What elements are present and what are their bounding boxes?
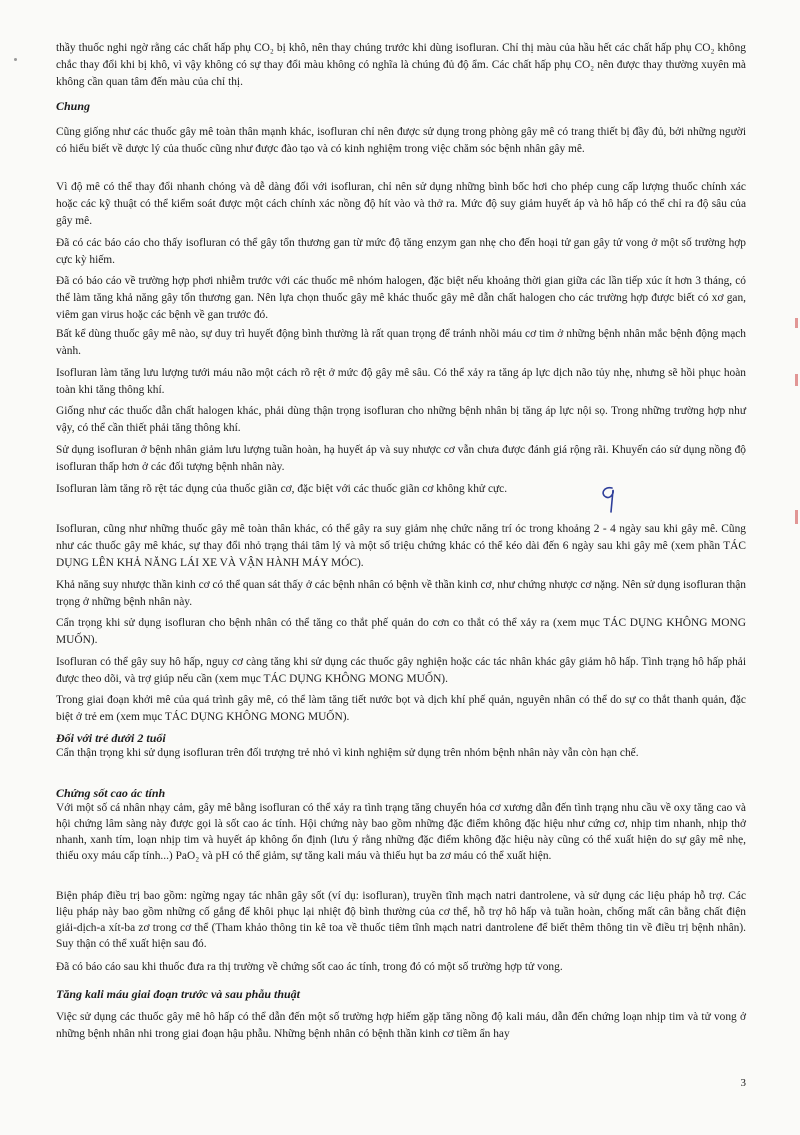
heading-malignant-hyperthermia: Chứng sốt cao ác tính	[56, 786, 166, 800]
paragraph-postmarketing: Đã có báo cáo sau khi thuốc đưa ra thị trường về chứng sốt cao ác tính, trong đó có một số trường hợp tử vong.	[56, 961, 563, 973]
paragraph-cognitive-effects: Isofluran, cũng như những thuốc gây mê toàn thân khác, có thể gây ra suy giảm nhẹ chức năng trí óc trong khoảng 2 - 4 ngày sau khi gây mê. Cũng như các thuốc gây mê khác, sự thay đổi nhỏ trạng thái tâm lý và một số triệu chứng khác có thể kéo dài đến 6 ngày sau khi gây mê (xem phần TÁC DỤNG LÊN KHẢ NĂNG LÁI XE VÀ VẬN HÀNH MÁY MÓC).	[56, 523, 746, 569]
paragraph-induction-secretions: Trong giai đoạn khởi mê của quá trình gây mê, có thể làm tăng tiết nước bọt và dịch khí phế quản, nguyên nhân có thể do sự co thắt thanh quản, đặc biệt ở trẻ em (xem mục TÁC DỤNG KHÔNG MONG MUỐN).	[56, 694, 746, 723]
paragraph-children-caution: Cẩn thận trọng khi sử dụng isofluran trên đối trượng trẻ nhỏ vì kinh nghiệm sử dụng trên nhóm bệnh nhân này vẫn còn hạn chế.	[56, 747, 639, 759]
paragraph-malignant-hyperthermia: Với một số cá nhân nhạy cảm, gây mê bằng isofluran có thể xảy ra tình trạng tăng chuyển hóa cơ xương dẫn đến tình trạng nhu cầu về oxy tăng cao và hội chứng lâm sàng này được gọi là sốt cao ác tính. Hội chứng này bao gồm những đặc điểm không đặc hiệu như cứng cơ, nhịp tim nhanh, nhịp thở nhanh, xanh tím, loạn nhịp tim và huyết áp không ổn định (lưu ý rằng những đặc điểm không đặc hiệu này cũng có thể xuất hiện do sự gây mê nhẹ, thiếu oxy máu cấp tính...) PaO₂ và pH có thể giảm, sự tăng kali máu và thiếu hụt ba zơ máu có thể xuất hiện.	[56, 802, 746, 862]
paragraph-intracranial-pressure: Giống như các thuốc dẫn chất halogen khác, phải dùng thận trọng isofluran cho những bệnh nhân bị tăng áp lực nội sọ. Trong những trường hợp như vậy, có thể cần thiết phải tăng thông khí.	[56, 405, 746, 434]
paragraph-treatment: Biện pháp điều trị bao gồm: ngừng ngay tác nhân gây sốt (ví dụ: isofluran), truyền tĩnh mạch natri dantrolene, và sử dụng các liệu pháp hỗ trợ. Các liệu pháp này bao gồm những cố gắng để khôi phục lại nhiệt độ bình thường của cơ thể, hỗ trợ hô hấp và tuần hoàn, chống mất cân bằng chất điện giải-dịch-a xít-ba zơ trong cơ thể (Tham khảo thông tin kê toa về thuốc tiêm tĩnh mạch natri dantrolene để biết thêm thông tin về điều trị bệnh nhân). Suy thận có thể xuất hiện sau đó.	[56, 890, 746, 950]
paragraph-bronchospasm: Cẩn trọng khi sử dụng isofluran cho bệnh nhân có thể tăng co thắt phế quản do cơn co thắt có thể xảy ra (xem mục TÁC DỤNG KHÔNG MONG MUỐN).	[56, 617, 746, 646]
paragraph-liver-damage: Đã có các báo cáo cho thấy isofluran có thể gây tổn thương gan từ mức độ tăng enzym gan nhẹ cho đến hoại tử gan gây tử vong ở một số trường hợp cực kỳ hiếm.	[56, 237, 746, 266]
paragraph-vaporizer: Vì độ mê có thể thay đổi nhanh chóng và dễ dàng đối với isofluran, chỉ nên sử dụng những bình bốc hơi cho phép cung cấp lượng thuốc chính xác hoặc các kỹ thuật có thể kiểm soát được một cách chính xác nồng độ hít vào và thở ra. Mức độ suy giảm huyết áp và hô hấp có thể chỉ ra độ sâu của gây mê.	[56, 181, 746, 227]
margin-mark	[795, 318, 798, 328]
scan-speck	[14, 58, 17, 61]
paragraph-hemodynamics: Bất kể dùng thuốc gây mê nào, sự duy trì huyết động bình thường là rất quan trọng để tránh nhồi máu cơ tim ở những bệnh nhân mắc bệnh động mạch vành.	[56, 328, 746, 357]
paragraph-respiratory-depression: Isofluran có thể gây suy hô hấp, nguy cơ càng tăng khi sử dụng các thuốc gây nghiện hoặc các tác nhân khác gây giảm hô hấp. Tình trạng hô hấp phải được theo dõi, và trợ giúp nếu cần (xem mục TÁC DỤNG KHÔNG MONG MUỐN).	[56, 656, 746, 685]
paragraph-co2-absorbent: thầy thuốc nghi ngờ rằng các chất hấp phụ CO₂ bị khô, nên thay chúng trước khi dùng isofluran. Chỉ thị màu của hầu hết các chất hấp phụ CO₂ không chắc thay đổi khi bị khô, vì vậy không có sự thay đổi màu không có nghĩa là chúng đủ độ ẩm. Các chất hấp phụ CO₂ nên được thay thường xuyên mà không cần quan tâm đến màu của chỉ thị.	[56, 42, 746, 88]
paragraph-hypovolemia: Sử dụng isofluran ở bệnh nhân giảm lưu lượng tuần hoàn, hạ huyết áp và suy nhược cơ vẫn chưa được đánh giá rộng rãi. Khuyến cáo sử dụng nồng độ isofluran thấp hơn ở các đối tượng bệnh nhân này.	[56, 444, 746, 473]
page-number: 3	[740, 1077, 746, 1089]
paragraph-hyperkalemia: Việc sử dụng các thuốc gây mê hô hấp có thể dẫn đến một số trường hợp hiếm gặp tăng nồng độ kali máu, dẫn đến chứng loạn nhịp tim và tử vong ở những bệnh nhân nhi trong giai đoạn hậu phẫu. Những bệnh nhân có bệnh thần kinh cơ tiềm ẩn hay	[56, 1011, 746, 1040]
heading-hyperkalemia: Tăng kali máu giai đoạn trước và sau phẫu thuật	[56, 987, 301, 1001]
margin-mark	[795, 374, 798, 386]
paragraph-neuromuscular: Khả năng suy nhược thần kinh cơ có thể quan sát thấy ở các bệnh nhân có bệnh về thần kinh cơ, như chứng nhược cơ nặng. Nên sử dụng isofluran thận trọng ở những bệnh nhân này.	[56, 579, 746, 608]
paragraph-halogen-exposure: Đã có báo cáo về trường hợp phơi nhiễm trước với các thuốc mê nhóm halogen, đặc biệt nếu khoảng thời gian giữa các lần tiếp xúc ít hơn 3 tháng, có thể làm tăng khả năng gây tổn thương gan. Nên lựa chọn thuốc gây mê khác thuốc gây mê dẫn chất halogen cho các trường hợp được biết có xơ gan, viêm gan virus hoặc các bệnh về gan trước đó.	[56, 275, 746, 321]
paragraph-cerebral-flow: Isofluran làm tăng lưu lượng tưới máu não một cách rõ rệt ở mức độ gây mê sâu. Có thể xảy ra tăng áp lực dịch não tủy nhẹ, nhưng sẽ hồi phục hoàn toàn khi tăng thông khí.	[56, 367, 746, 396]
margin-mark	[795, 510, 798, 524]
paragraph-muscle-relaxants: Isofluran làm tăng rõ rệt tác dụng của thuốc giãn cơ, đặc biệt với các thuốc giãn cơ không khử cực.	[56, 483, 508, 495]
paragraph-general-use: Cũng giống như các thuốc gây mê toàn thân mạnh khác, isofluran chỉ nên được sử dụng trong phòng gây mê có trang thiết bị đầy đủ, bởi những người có hiểu biết về dược lý của thuốc cũng như được đào tạo và có kinh nghiệm trong việc chăm sóc bệnh nhân gây mê.	[56, 126, 746, 155]
heading-children-under-2: Đối với trẻ dưới 2 tuổi	[56, 731, 166, 745]
heading-chung: Chung	[56, 99, 91, 113]
handwritten-mark-icon	[594, 482, 624, 514]
